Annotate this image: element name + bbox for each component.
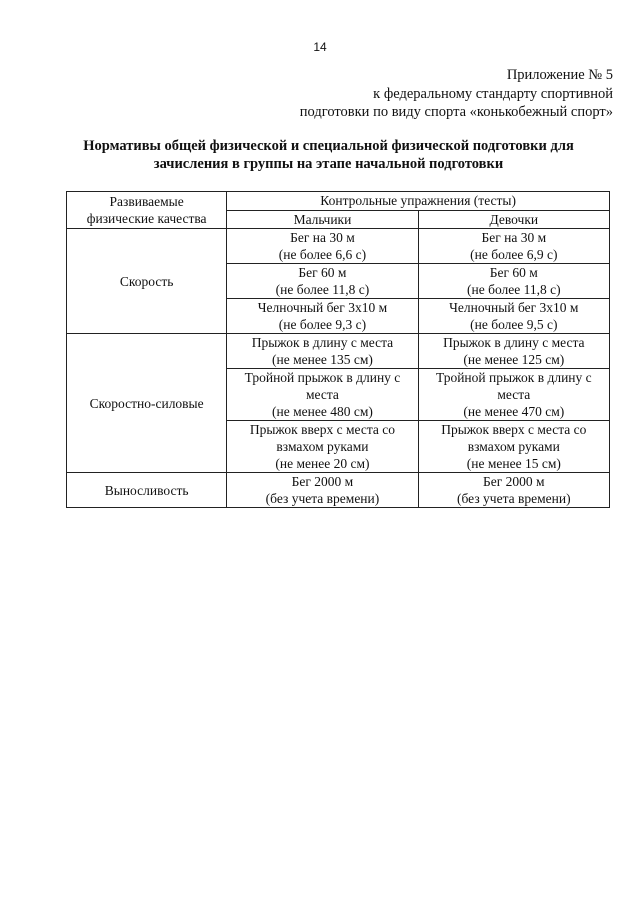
title-line: зачисления в группы на этапе начальной подготовки (153, 156, 504, 172)
exercise-line: (не более 11,8 с) (275, 282, 370, 297)
exercise-line: Прыжок вверх с места со (441, 422, 587, 437)
exercise-line: Бег на 30 м (481, 230, 547, 245)
header-tests: Контрольные упражнения (тесты) (227, 192, 610, 211)
exercise-line: (без учета времени) (265, 491, 380, 506)
exercise-line: Бег 2000 м (483, 474, 545, 489)
exercise-line: Тройной прыжок в длину с (244, 370, 401, 385)
appendix-reference (300, 66, 613, 122)
boys-exercise-cell (227, 473, 418, 508)
exercise-line: (не более 6,9 с) (470, 247, 558, 262)
exercise-line: (не менее 125 см) (463, 352, 565, 367)
appendix-line: подготовки по виду спорта «конькобежный спорт» (299, 104, 613, 120)
norms-table (66, 191, 610, 508)
exercise-line: Челночный бег 3х10 м (257, 300, 388, 315)
exercise-line: Бег 2000 м (291, 474, 354, 489)
header-quality: Развиваемые физические качества (67, 192, 227, 229)
exercise-line: (не менее 480 см) (272, 404, 373, 419)
exercise-line: (без учета времени) (457, 491, 571, 506)
boys-exercise-cell (227, 264, 418, 299)
boys-exercise-cell (227, 369, 418, 421)
exercise-line: (не менее 20 см) (275, 456, 370, 471)
exercise-line: (не менее 135 см) (272, 352, 373, 367)
exercise-line: (не менее 470 см) (463, 404, 565, 419)
exercise-line: Бег на 30 м (290, 230, 355, 245)
boys-exercise-cell (227, 299, 418, 334)
table-row (67, 229, 610, 264)
exercise-line: (не более 11,8 с) (467, 282, 561, 297)
exercise-line: Бег 60 м (298, 265, 347, 280)
appendix-line: к федеральному стандарту спортивной (373, 85, 613, 102)
boys-exercise-cell (227, 421, 418, 473)
exercise-line: (не более 6,6 с) (278, 247, 367, 262)
page-number: 14 (313, 40, 327, 54)
exercise-line: Бег 60 м (489, 265, 538, 280)
quality-cell: Скоростно-силовые (67, 334, 227, 473)
exercise-line: взмахом руками (467, 439, 560, 454)
girls-exercise-cell (418, 299, 609, 334)
table-row (67, 334, 610, 369)
girls-exercise-cell (418, 334, 609, 369)
exercise-line: места (305, 387, 339, 402)
girls-exercise-cell (418, 473, 609, 508)
boys-exercise-cell (227, 334, 418, 369)
quality-cell: Скорость (67, 229, 227, 334)
header-girls: Девочки (418, 210, 609, 229)
boys-exercise-cell (227, 229, 418, 264)
exercise-line: (не более 9,5 с) (470, 317, 558, 332)
exercise-line: Тройной прыжок в длину с (435, 370, 592, 385)
girls-exercise-cell (418, 229, 609, 264)
quality-cell: Выносливость (67, 473, 227, 508)
exercise-line: Прыжок вверх с места со (249, 422, 396, 437)
girls-exercise-cell (418, 369, 609, 421)
girls-exercise-cell (418, 421, 609, 473)
exercise-line: (не менее 15 см) (466, 456, 561, 471)
exercise-line: (не более 9,3 с) (278, 317, 367, 332)
header-boys: Мальчики (227, 210, 418, 229)
girls-exercise-cell (418, 264, 609, 299)
appendix-line: Приложение № 5 (506, 67, 613, 83)
document-title (60, 137, 597, 173)
table-row (67, 473, 610, 508)
exercise-line: взмахом руками (276, 439, 369, 454)
exercise-line: Челночный бег 3х10 м (449, 300, 579, 315)
exercise-line: места (497, 387, 531, 402)
exercise-line: Прыжок в длину с места (443, 335, 585, 350)
exercise-line: Прыжок в длину с места (251, 335, 394, 350)
header-row (67, 192, 610, 211)
title-line: Нормативы общей физической и специальной физической подготовки для (83, 138, 574, 154)
